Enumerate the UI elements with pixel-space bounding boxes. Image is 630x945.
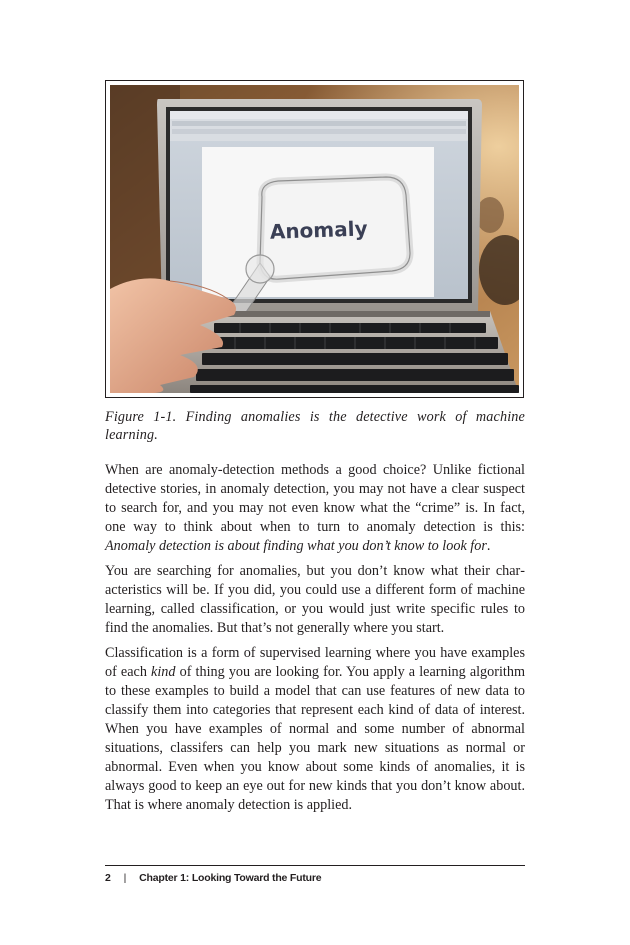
figure-photo <box>110 85 519 393</box>
paragraph-2: You are searching for anomalies, but you don’t know what their characteristics will be. If you did, you could use a different form of machine learning, called classification, or you would just write specific rules to find the anomalies. But that’s not generally where you start. <box>105 563 525 636</box>
paragraph-3-end: of thing you are looking for. You apply a learning algorithm to these examples to build a model that can use features of new data to classify them into categories that represent each kind of data of interest. When you have examples of normal and some number of abnormal situations, classifers can help you mark new situations as normal or abnormal. Even when you know about some kinds of anomalies, it is always good to keep an eye out for new kinds that you don’t know about. That is where anomaly detection is applied. <box>105 664 525 813</box>
body-text <box>105 461 525 821</box>
paragraph-3 <box>105 644 525 815</box>
footer-rule <box>105 865 525 866</box>
paragraph-1-end: . <box>486 538 491 554</box>
paragraph-3-start: Classification is a form of supervised learning where you have examples of each <box>105 645 525 680</box>
footer-separator: | <box>123 872 127 884</box>
page-footer <box>105 871 525 887</box>
paragraph-1-emphasis: Anomaly detection is about finding what you don’t know to look for <box>105 538 487 554</box>
paragraph-1-text: When are anomaly-detection methods a good choice? Unlike fictional detective stories, in anomaly detection, you may not have a clear suspect to search for, and you may not even know what the “crime” is. In fact, one way to think about when to turn to anomaly detection is this: <box>105 462 525 535</box>
paragraph-3-emphasis: kind <box>151 664 176 680</box>
chapter-title: Chapter 1: Looking Toward the Future <box>139 872 322 884</box>
paragraph-1 <box>105 461 525 556</box>
page-number: 2 <box>105 872 111 884</box>
photo-anomaly-text: Anomaly <box>269 216 368 244</box>
figure-caption: Figure 1-1. Finding anomalies is the detective work of machine learning. <box>105 409 525 443</box>
figure-frame <box>105 80 524 398</box>
